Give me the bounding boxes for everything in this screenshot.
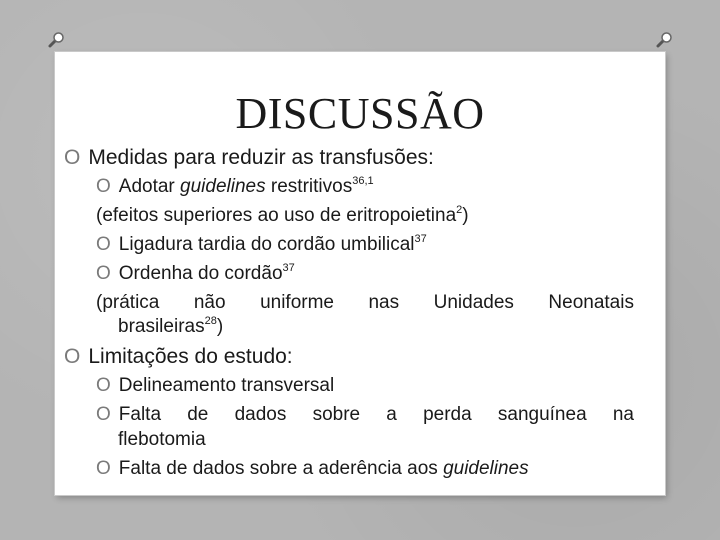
bullet-icon: O <box>96 176 111 197</box>
list-item-falta-perda <box>96 404 634 426</box>
pushpin-icon-right <box>654 30 674 50</box>
list-item-aderencia: O Falta de dados sobre a aderência aos guidelines <box>96 458 529 479</box>
bullet-icon: O <box>96 375 111 396</box>
list-item-flebotomia: flebotomia <box>118 429 206 450</box>
pushpin-icon-left <box>46 30 66 50</box>
list-item-ordenha: O Ordenha do cordão$^{37}$ <box>96 262 295 284</box>
list-item-delineamento: O Delineamento transversal <box>96 375 335 396</box>
bullet-icon: O <box>64 146 81 169</box>
bullet-icon: O <box>64 345 81 368</box>
bullet-icon: O <box>96 234 111 255</box>
section-heading-measures: O Medidas para reduzir as transfusões: <box>64 146 434 169</box>
list-item-note-eritropoietina: (efeitos superiores ao uso de eritropoietina$^2$) <box>96 204 469 226</box>
section-heading-limitations: O Limitações do estudo: <box>64 345 293 368</box>
list-item-note-pratica: (prática não uniforme nas Unidades Neonatais <box>96 292 634 313</box>
list-item-guidelines: O Adotar guidelines restritivos$^{36,1}$ <box>96 175 374 197</box>
list-item-ligadura: O Ligadura tardia do cordão umbilical$^{37}$ <box>96 233 427 255</box>
bullet-icon: O <box>96 458 111 479</box>
bullet-icon: O <box>96 263 111 284</box>
slide-title: DISCUSSÃO <box>235 89 485 138</box>
justified-words: Falta de dados sobre a perda sanguínea na <box>118 404 634 425</box>
list-item-note-brasileiras: brasileiras$^{28}$) <box>118 315 224 337</box>
bullet-icon: O <box>96 404 111 425</box>
